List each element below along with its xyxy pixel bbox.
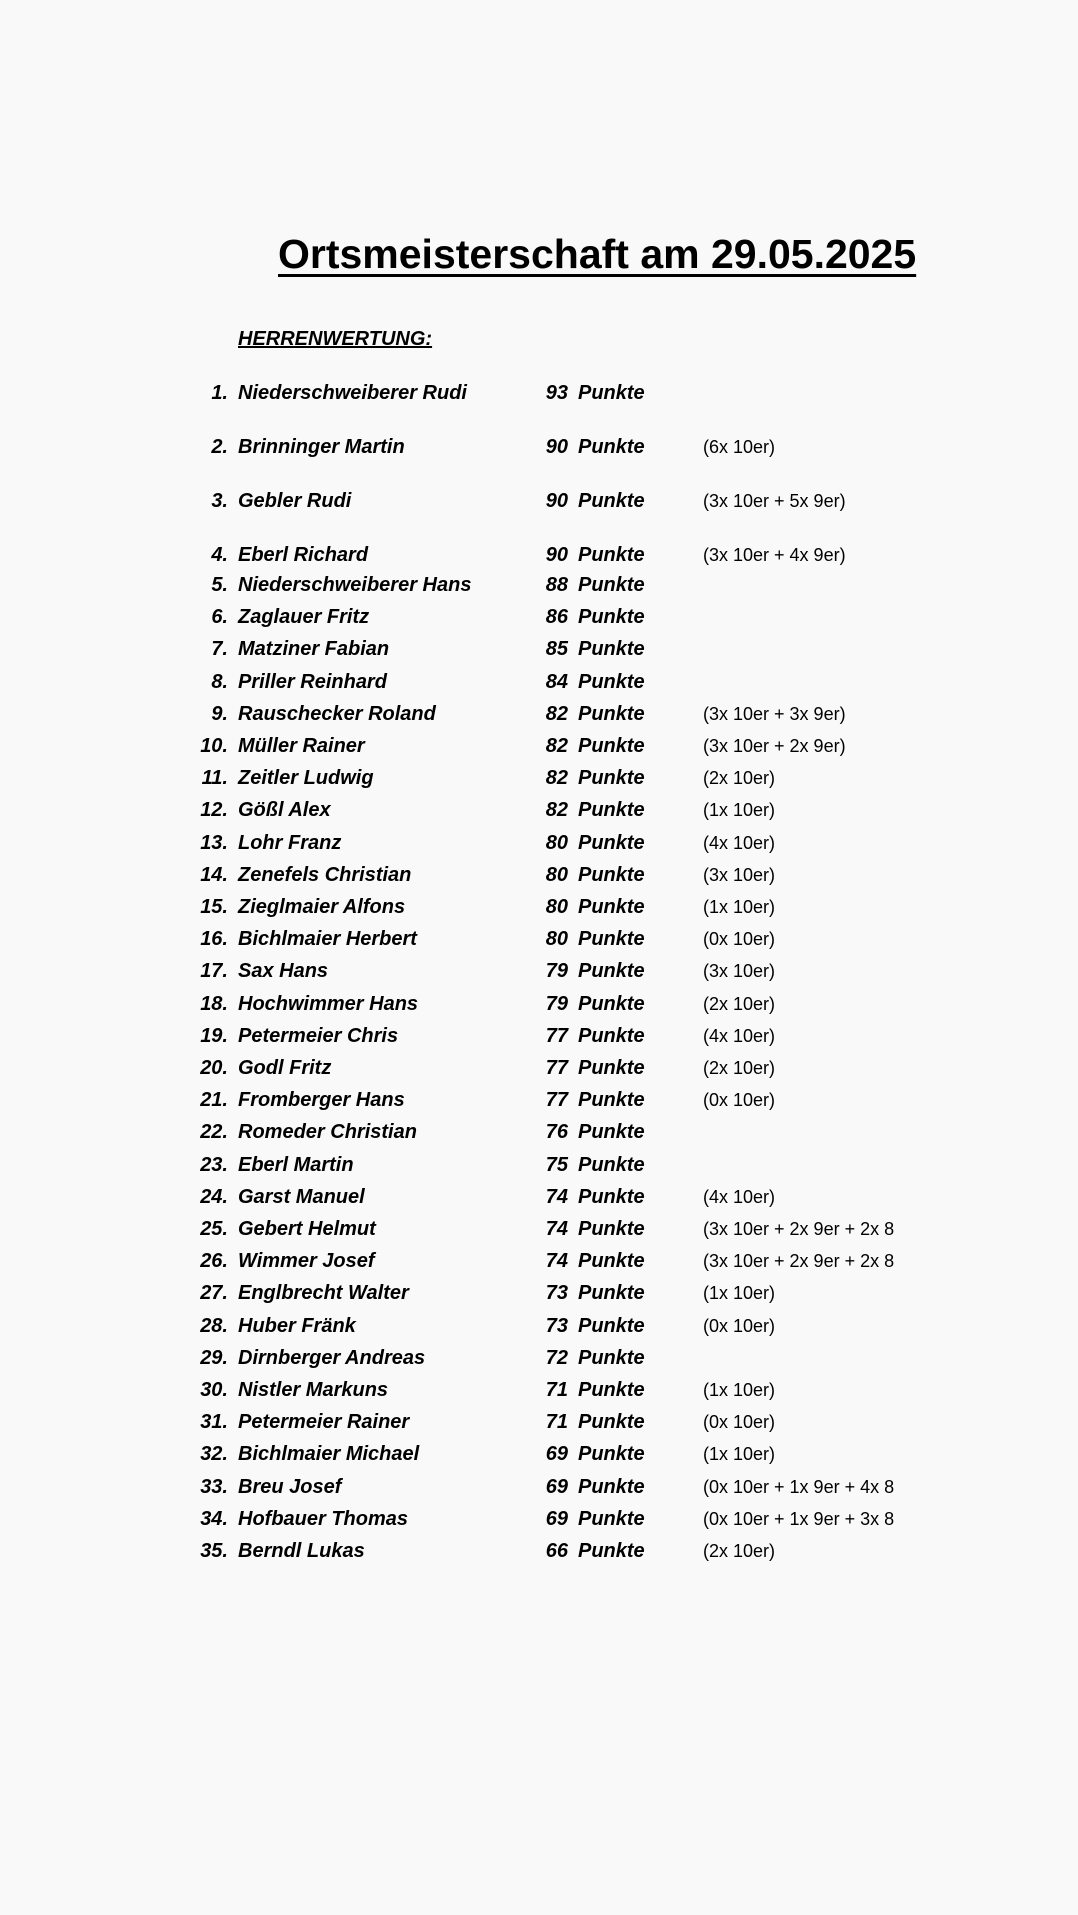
participant-name: Hofbauer Thomas	[238, 1508, 409, 1530]
points-unit: Punkte	[578, 544, 645, 566]
tiebreak-note: (1x 10er)	[703, 1283, 776, 1303]
result-row	[0, 1020, 1078, 1052]
rank-number: 3.	[211, 490, 228, 512]
points-value: 69	[545, 1508, 568, 1530]
points-unit: Punkte	[578, 799, 645, 821]
points-value: 74	[545, 1218, 568, 1240]
points-value: 79	[545, 993, 568, 1015]
points-value: 72	[545, 1347, 568, 1369]
points-value: 82	[545, 799, 568, 821]
participant-name: Petermeier Chris	[238, 1025, 399, 1047]
rank-number: 6.	[211, 606, 228, 628]
points-unit: Punkte	[578, 1508, 645, 1530]
points-value: 82	[545, 735, 568, 757]
participant-name: Gößl Alex	[238, 799, 331, 821]
points-unit: Punkte	[578, 1025, 645, 1047]
result-row	[0, 730, 1078, 762]
result-row	[0, 955, 1078, 987]
rank-number: 28.	[200, 1315, 228, 1337]
points-unit: Punkte	[578, 703, 645, 725]
result-row	[0, 1149, 1078, 1181]
points-value: 71	[545, 1411, 568, 1433]
rank-number: 7.	[211, 638, 228, 660]
result-row	[0, 1535, 1078, 1567]
points-value: 69	[545, 1476, 568, 1498]
participant-name: Bichlmaier Herbert	[238, 928, 417, 950]
points-value: 77	[545, 1089, 568, 1111]
rank-number: 16.	[200, 928, 228, 950]
points-value: 66	[545, 1540, 568, 1562]
result-row	[0, 1438, 1078, 1470]
points-value: 84	[545, 671, 568, 693]
rank-number: 31.	[200, 1411, 228, 1433]
points-value: 73	[545, 1315, 568, 1337]
rank-number: 20.	[200, 1057, 228, 1079]
result-row	[0, 1503, 1078, 1535]
tiebreak-note: (3x 10er)	[703, 961, 776, 981]
points-unit: Punkte	[578, 1443, 645, 1465]
points-value: 93	[545, 382, 568, 404]
result-row	[0, 1471, 1078, 1503]
participant-name: Zaglauer Fritz	[238, 606, 370, 628]
points-unit: Punkte	[578, 1315, 645, 1337]
rank-number: 32.	[200, 1443, 228, 1465]
points-value: 90	[545, 544, 568, 566]
points-unit: Punkte	[578, 993, 645, 1015]
result-row	[0, 633, 1078, 665]
points-unit: Punkte	[578, 1250, 645, 1272]
rank-number: 22.	[200, 1121, 228, 1143]
points-unit: Punkte	[578, 382, 645, 404]
tiebreak-note: (2x 10er)	[703, 1058, 776, 1078]
points-value: 90	[545, 436, 568, 458]
tiebreak-note: (3x 10er)	[703, 865, 776, 885]
tiebreak-note: (3x 10er + 2x 9er)	[703, 736, 846, 756]
tiebreak-note: (0x 10er)	[703, 1412, 776, 1432]
points-unit: Punkte	[578, 490, 645, 512]
tiebreak-note: (0x 10er + 1x 9er + 3x 8	[703, 1509, 895, 1529]
participant-name: Sax Hans	[238, 960, 329, 982]
rank-number: 10.	[200, 735, 228, 757]
points-unit: Punkte	[578, 864, 645, 886]
tiebreak-note: (4x 10er)	[703, 833, 776, 853]
result-row	[0, 891, 1078, 923]
points-unit: Punkte	[578, 1121, 645, 1143]
points-value: 80	[545, 896, 568, 918]
participant-name: Niederschweiberer Rudi	[238, 382, 467, 404]
rank-number: 35.	[200, 1540, 228, 1562]
points-unit: Punkte	[578, 1476, 645, 1498]
tiebreak-note: (1x 10er)	[703, 800, 776, 820]
result-row	[0, 1342, 1078, 1374]
section-heading: HERRENWERTUNG:	[238, 328, 433, 350]
rank-number: 4.	[211, 544, 228, 566]
points-value: 76	[545, 1121, 568, 1143]
points-unit: Punkte	[578, 1379, 645, 1401]
participant-name: Brinninger Martin	[238, 436, 405, 458]
participant-name: Niederschweiberer Hans	[238, 574, 472, 596]
points-unit: Punkte	[578, 1540, 645, 1562]
points-unit: Punkte	[578, 436, 645, 458]
points-unit: Punkte	[578, 1154, 645, 1176]
participant-name: Petermeier Rainer	[238, 1411, 410, 1433]
points-unit: Punkte	[578, 1411, 645, 1433]
result-row	[0, 1116, 1078, 1148]
result-row	[0, 666, 1078, 698]
result-row	[0, 698, 1078, 730]
rank-number: 13.	[200, 832, 228, 854]
rank-number: 15.	[200, 896, 228, 918]
participant-name: Hochwimmer Hans	[238, 993, 419, 1015]
points-unit: Punkte	[578, 735, 645, 757]
points-unit: Punkte	[578, 767, 645, 789]
points-value: 85	[545, 638, 568, 660]
tiebreak-note: (3x 10er + 2x 9er + 2x 8	[703, 1219, 895, 1239]
participant-name: Gebert Helmut	[238, 1218, 376, 1240]
rank-number: 30.	[200, 1379, 228, 1401]
participant-name: Fromberger Hans	[238, 1089, 405, 1111]
page-title: Ortsmeisterschaft am 29.05.2025	[278, 231, 917, 277]
tiebreak-note: (3x 10er + 5x 9er)	[703, 491, 846, 511]
participant-name: Lohr Franz	[238, 832, 342, 854]
points-value: 71	[545, 1379, 568, 1401]
result-row	[0, 1277, 1078, 1309]
tiebreak-note: (3x 10er + 4x 9er)	[703, 545, 846, 565]
rank-number: 14.	[200, 864, 228, 886]
participant-name: Huber Fränk	[238, 1315, 356, 1337]
result-row	[0, 1052, 1078, 1084]
rank-number: 5.	[211, 574, 228, 596]
participant-name: Bichlmaier Michael	[238, 1443, 420, 1465]
tiebreak-note: (4x 10er)	[703, 1026, 776, 1046]
rank-number: 17.	[200, 960, 228, 982]
result-row	[0, 377, 1078, 409]
rank-number: 18.	[200, 993, 228, 1015]
rank-number: 29.	[200, 1347, 228, 1369]
participant-name: Berndl Lukas	[238, 1540, 365, 1562]
participant-name: Godl Fritz	[238, 1057, 332, 1079]
points-value: 80	[545, 864, 568, 886]
result-row	[0, 569, 1078, 601]
points-unit: Punkte	[578, 638, 645, 660]
participant-name: Zenefels Christian	[238, 864, 412, 886]
rank-number: 26.	[200, 1250, 228, 1272]
points-unit: Punkte	[578, 928, 645, 950]
result-row	[0, 1310, 1078, 1342]
rank-number: 27.	[200, 1282, 228, 1304]
rank-number: 25.	[200, 1218, 228, 1240]
points-unit: Punkte	[578, 1218, 645, 1240]
rank-number: 34.	[200, 1508, 228, 1530]
rank-number: 23.	[200, 1154, 228, 1176]
rank-number: 8.	[211, 671, 228, 693]
points-value: 69	[545, 1443, 568, 1465]
participant-name: Zieglmaier Alfons	[238, 896, 406, 918]
participant-name: Garst Manuel	[238, 1186, 365, 1208]
participant-name: Nistler Markuns	[238, 1379, 389, 1401]
tiebreak-note: (0x 10er)	[703, 1316, 776, 1336]
points-unit: Punkte	[578, 1282, 645, 1304]
points-value: 82	[545, 767, 568, 789]
result-row	[0, 794, 1078, 826]
result-row	[0, 1374, 1078, 1406]
participant-name: Romeder Christian	[238, 1121, 417, 1143]
points-value: 79	[545, 960, 568, 982]
participant-name: Gebler Rudi	[238, 490, 352, 512]
result-row	[0, 988, 1078, 1020]
result-row	[0, 762, 1078, 794]
rank-number: 12.	[200, 799, 228, 821]
result-row	[0, 1084, 1078, 1116]
points-value: 90	[545, 490, 568, 512]
rank-number: 9.	[211, 703, 228, 725]
tiebreak-note: (3x 10er + 3x 9er)	[703, 704, 846, 724]
tiebreak-note: (1x 10er)	[703, 1444, 776, 1464]
participant-name: Zeitler Ludwig	[238, 767, 374, 789]
participant-name: Dirnberger Andreas	[238, 1347, 426, 1369]
rank-number: 21.	[200, 1089, 228, 1111]
participant-name: Eberl Martin	[238, 1154, 354, 1176]
tiebreak-note: (2x 10er)	[703, 1541, 776, 1561]
points-unit: Punkte	[578, 960, 645, 982]
participant-name: Matziner Fabian	[238, 638, 390, 660]
points-value: 74	[545, 1186, 568, 1208]
rank-number: 11.	[201, 767, 228, 789]
result-row	[0, 601, 1078, 633]
points-unit: Punkte	[578, 1347, 645, 1369]
tiebreak-note: (0x 10er)	[703, 1090, 776, 1110]
tiebreak-note: (2x 10er)	[703, 768, 776, 788]
result-row	[0, 1181, 1078, 1213]
result-row	[0, 827, 1078, 859]
tiebreak-note: (0x 10er + 1x 9er + 4x 8	[703, 1477, 895, 1497]
tiebreak-note: (1x 10er)	[703, 897, 776, 917]
result-row	[0, 859, 1078, 891]
tiebreak-note: (1x 10er)	[703, 1380, 776, 1400]
tiebreak-note: (2x 10er)	[703, 994, 776, 1014]
participant-name: Englbrecht Walter	[238, 1282, 409, 1304]
points-value: 77	[545, 1057, 568, 1079]
points-value: 88	[545, 574, 568, 596]
participant-name: Müller Rainer	[238, 735, 365, 757]
points-unit: Punkte	[578, 896, 645, 918]
points-unit: Punkte	[578, 1089, 645, 1111]
tiebreak-note: (0x 10er)	[703, 929, 776, 949]
participant-name: Breu Josef	[238, 1476, 342, 1498]
points-unit: Punkte	[578, 606, 645, 628]
participant-name: Eberl Richard	[238, 544, 369, 566]
points-value: 74	[545, 1250, 568, 1272]
rank-number: 19.	[200, 1025, 228, 1047]
points-unit: Punkte	[578, 671, 645, 693]
participant-name: Priller Reinhard	[238, 671, 387, 693]
tiebreak-note: (4x 10er)	[703, 1187, 776, 1207]
points-unit: Punkte	[578, 1186, 645, 1208]
points-unit: Punkte	[578, 1057, 645, 1079]
participant-name: Wimmer Josef	[238, 1250, 375, 1272]
points-value: 82	[545, 703, 568, 725]
result-row	[0, 1245, 1078, 1277]
points-value: 86	[545, 606, 568, 628]
result-row	[0, 431, 1078, 463]
result-row	[0, 923, 1078, 955]
rank-number: 2.	[211, 436, 228, 458]
points-value: 77	[545, 1025, 568, 1047]
result-row	[0, 1406, 1078, 1438]
points-value: 80	[545, 928, 568, 950]
rank-number: 24.	[200, 1186, 228, 1208]
participant-name: Rauschecker Roland	[238, 703, 436, 725]
points-value: 73	[545, 1282, 568, 1304]
tiebreak-note: (6x 10er)	[703, 437, 776, 457]
tiebreak-note: (3x 10er + 2x 9er + 2x 8	[703, 1251, 895, 1271]
points-unit: Punkte	[578, 574, 645, 596]
rank-number: 33.	[200, 1476, 228, 1498]
points-value: 80	[545, 832, 568, 854]
points-unit: Punkte	[578, 832, 645, 854]
result-row	[0, 539, 1078, 571]
rank-number: 1.	[211, 382, 228, 404]
result-row	[0, 485, 1078, 517]
points-value: 75	[545, 1154, 568, 1176]
result-row	[0, 1213, 1078, 1245]
